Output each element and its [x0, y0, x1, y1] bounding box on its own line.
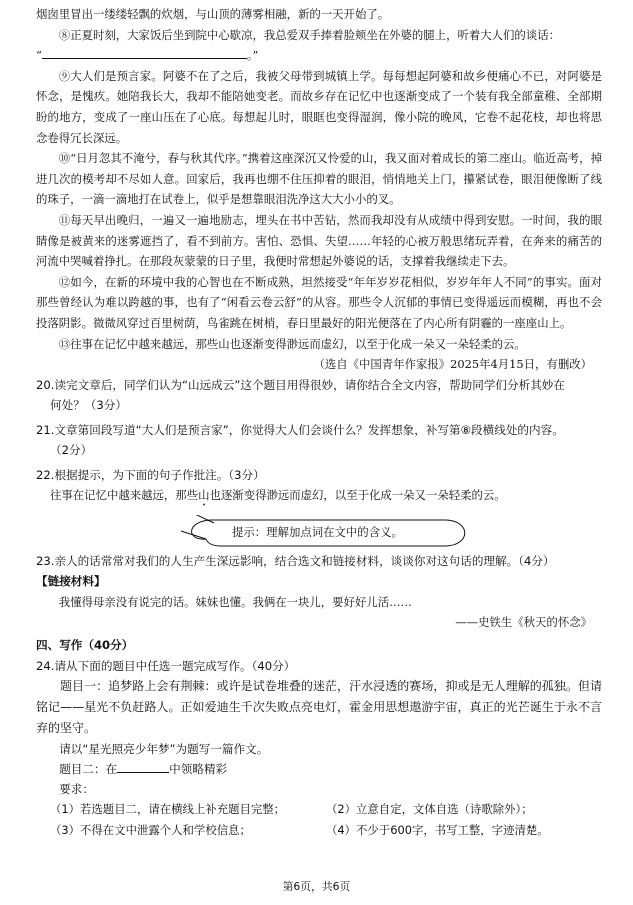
topic-two-blank [117, 760, 169, 773]
question-20: 20.读完文章后，同学们认为“山远成云”这个题目用得很妙，请你结合全文内容，帮助同学们分析其妙在 何处？（3分） [36, 377, 565, 412]
requirements-row-2 [36, 820, 602, 841]
paragraph-8: ⑧正夏时刻，大家饭后坐到院中心歇凉，我总爱双手捧着脸颊坐在外婆的腿上，听着大人们的谈话： [58, 27, 560, 42]
link-source: ——史铁生《秋天的怀念》 [455, 615, 592, 630]
passage-line-continued: 烟囱里冒出一缕缕轻飘的炊烟，与山顶的薄雾相融，新的一天开始了。 [36, 7, 390, 21]
question-22: 22.根据提示，为下面的句子作批注。（3分） [36, 467, 265, 482]
paragraph-12: ⑫如今，在新的环境中我的心智也在不断成熟，坦然接受“年年岁岁花相似，岁岁年年人不同”的事实。面对那些曾经认为难以跨越的事，也有了“闲看云卷云舒”的从容。那些令人沉郁的事情已变得遥远而模糊，再也不会投落阴影。微微风穿过百里树荫，鸟雀跳在树梢，春日里最好的阳光便落在了内心所有阴霾的一座座山上。 [36, 274, 602, 330]
requirements-label: 要求： [59, 781, 94, 796]
requirements-row-1 [36, 799, 602, 820]
link-text: 我懂得母亲没有说完的话。妹妹也懂。我俩在一块儿，要好好儿活…… [58, 594, 412, 609]
hint-callout [36, 515, 602, 549]
requirement-4: （4）不少于600字，书写工整，字迹清楚。 [326, 822, 549, 837]
link-heading: 【链接材料】 [36, 573, 106, 588]
paragraph-13: ⑬往事在记忆中越来越远，那些山也逐渐变得渺远而虚幻，以至于化成一朵又一朵轻柔的云。 [58, 336, 526, 351]
question-23: 23.亲人的话常常对我们的人生产生深远影响，结合选文和链接材料，谈谈你对这句话的理解。（4分） [36, 553, 555, 568]
hint-text: 提示：理解加点词在文中的含义。 [232, 524, 403, 539]
passage-source: （选自《中国青年作家报》2025年4月15日，有删改） [313, 357, 592, 372]
exam-page [36, 4, 602, 841]
paragraph-11: ⑪每天早出晚归，一遍又一遍地励志，埋头在书中苦钻，然而我却没有从成绩中得到安慰。一时间，我的眼睛像是被黄来的迷雾遮挡了，看不到前方。害怕、恐惧、失望……年轻的心被万般思绪玩弄着，在奔来的痛苦的河流中哭喊着挣扎。在那段灰蒙蒙的日子里，我便时常想起外婆说的话，支撑着我继续走下去。 [36, 212, 602, 269]
paragraph-10: ⑩“日月忽其不淹兮，春与秋其代序。”携着这座深沉又怜爱的山，我又面对着成长的第二座山。临近高考，掉进几次的模考却不尽如人意。回家后，我再也绷不住压抑着的眼泪，悄悄地关上门，攥紧试卷，眼泪便像断了线的珠子，一滴一滴地打在试卷上，似乎是想靠眼泪洗净这大大小小的叉。 [36, 151, 602, 207]
writing-section-title: 四、写作（40分） [36, 637, 134, 652]
topic-two: 题目二：在 中领略精彩 [59, 761, 228, 776]
dotted-word: 山 [198, 487, 210, 502]
requirement-3: （3）不得在文中泄露个人和学校信息； [50, 822, 251, 837]
answer-blank-line [42, 46, 247, 59]
question-22-sentence: 往事在记忆中越来越远，那些山也逐渐变得渺远而虚幻，以至于化成一朵又一朵轻柔的云。 [50, 487, 506, 502]
requirement-1: （1）若选题目二，请在横线上补充题目完整； [50, 801, 286, 816]
page-footer: 第6页，共6页 [282, 880, 351, 893]
topic-one-title: 请以“星光照亮少年梦”为题写一篇作文。 [59, 741, 269, 756]
question-24: 24.请从下面的题目中任选一题完成写作。（40分） [36, 658, 296, 673]
paragraph-9: ⑨大人们是预言家。阿婆不在了之后，我被父母带到城镇上学。每每想起阿婆和故乡便痛心不已，对阿婆是怀念，是愧疚。她陪我长大，我却不能陪她变老。而故乡存在记忆中也逐渐变成了一个装有我全部童稚、全部期盼的地方，变成了一座山压在了心底。每想起儿时，眼眶也变得湿润，像小院的晚风，它卷不起花枝，却也将思念卷得冗长深远。 [36, 68, 602, 145]
topic-one: 题目一：追梦路上会有荆棘：或许是试卷堆叠的迷茫，汗水浸透的赛场，抑或是无人理解的孤独。但请铭记——星光不负赶路人。正如爱迪生千次失败点亮电灯，霍金用思想遨游宇宙，真正的光芒诞生于永不言弃的坚守。 [36, 678, 602, 735]
paragraph-8-blank: “ 。” [36, 48, 259, 63]
requirement-2: （2）立意自定，文体自选（诗歌除外）； [326, 801, 533, 816]
question-21: 21.文章第回段写道“大人们是预言家”，你觉得大人们会谈什么？发挥想象，补写第⑧段横线处的内容。 （2分） [36, 422, 564, 457]
